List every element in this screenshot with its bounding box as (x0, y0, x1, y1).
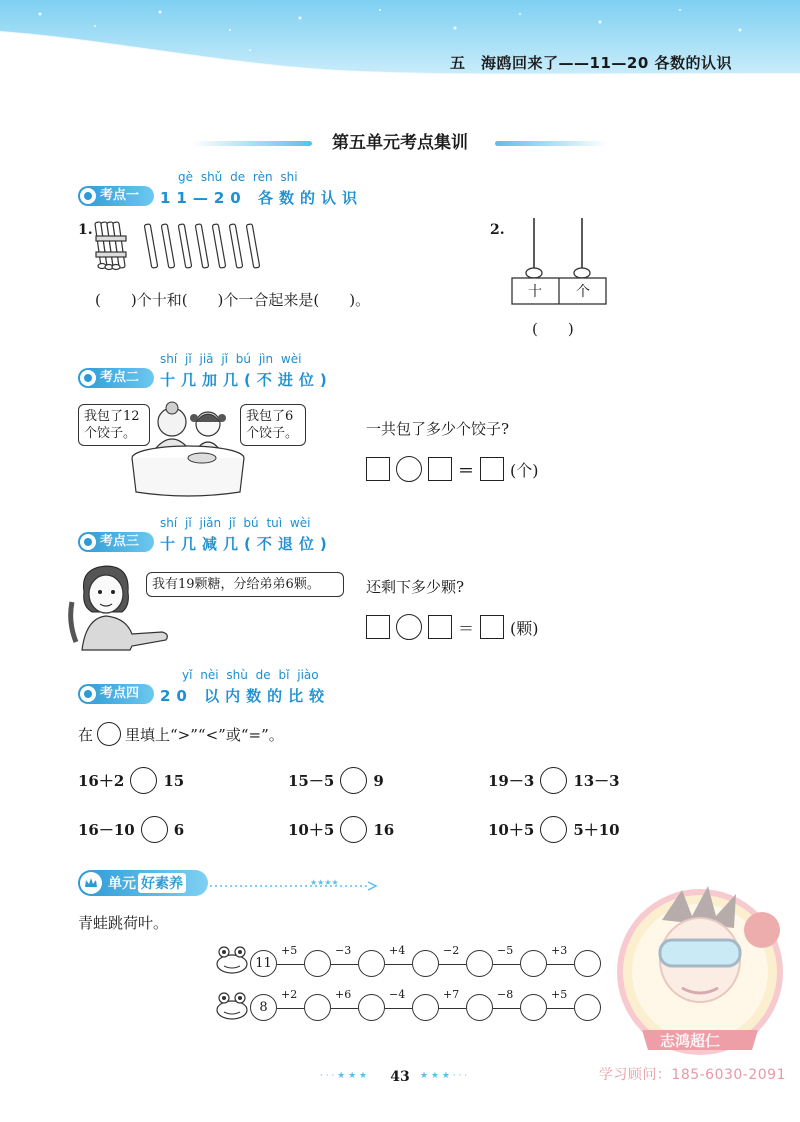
compare-item: 15－5 9 (288, 767, 384, 794)
badge-dot-icon (80, 188, 96, 204)
unit-label: (个) (510, 460, 539, 480)
compare-item: 10＋5 16 (288, 816, 394, 843)
section-1-title: 11—20 各数的认识 (160, 189, 363, 207)
good-quality-badge: 单元 好素养 (78, 870, 208, 896)
watermark-badge-text: 志鸿超仁 (660, 1032, 721, 1050)
compare-circle[interactable] (340, 767, 367, 794)
compare-item: 10＋5 5＋10 (488, 816, 620, 843)
section-2-title: 十几加几(不进位) (160, 371, 333, 389)
lily-pad-blank[interactable] (304, 950, 331, 977)
frog-jump-row-1: 11 +5 −3 +4 −2 −5 +3 (250, 950, 610, 980)
lily-pad-blank[interactable] (304, 994, 331, 1021)
svg-text:★★★★: ★★★★ (310, 878, 339, 887)
dotted-arrow-decor (210, 878, 380, 892)
section-4-badge: 考点四 (78, 684, 154, 704)
unit-title: 第五单元考点集训 (332, 133, 468, 153)
q1-number: 1. (78, 222, 93, 238)
q1-fill-text: ( )个十和( )个一合起来是( )。 (95, 291, 371, 309)
section-3-pinyin: shí jǐ jiǎn jǐ bú tuì wèi (160, 516, 311, 530)
header-title: 五 海鸥回来了——11—20 各数的认识 (450, 54, 732, 72)
lily-pad-blank[interactable] (358, 950, 385, 977)
speech-bubble-boy: 我有19颗糖，分给弟弟6颗。 (146, 572, 344, 597)
lily-pad-blank[interactable] (358, 994, 385, 1021)
section-4-title: 20 以内数的比较 (160, 687, 331, 705)
answer-box[interactable] (366, 457, 390, 481)
equals-sign: ＝ (458, 460, 475, 480)
unit-label: (颗) (510, 618, 539, 638)
abacus-icon (508, 218, 612, 308)
page-number: 43 (390, 1069, 410, 1085)
sec3-equation (366, 614, 539, 640)
section-4-pinyin: yǐ nèi shù de bǐ jiào (182, 668, 319, 682)
answer-box[interactable] (480, 457, 504, 481)
lily-pad-blank[interactable] (466, 950, 493, 977)
compare-circle[interactable] (540, 767, 567, 794)
compare-circle[interactable] (340, 816, 367, 843)
sticks-bundle-icon (92, 218, 264, 274)
section-2-badge: 考点二 (78, 368, 154, 388)
sample-circle-icon (97, 722, 121, 746)
abacus-label-tens: 十 (528, 284, 542, 300)
compare-circle[interactable] (141, 816, 168, 843)
compare-item: 19－3 13－3 (488, 767, 620, 794)
lily-pad-start: 8 (250, 994, 277, 1021)
lily-pad-blank[interactable] (412, 994, 439, 1021)
answer-box[interactable] (428, 615, 452, 639)
abacus-label-ones: 个 (576, 284, 590, 300)
badge-dot-icon (80, 534, 96, 550)
answer-box[interactable] (480, 615, 504, 639)
footer-stars-left: · · · ★ ★ ★ (320, 1071, 368, 1081)
lily-pad-blank[interactable] (412, 950, 439, 977)
sec2-equation (366, 456, 539, 482)
compare-circle[interactable] (130, 767, 157, 794)
frog-icon (212, 942, 252, 976)
compare-item: 16＋2 15 (78, 767, 184, 794)
section-3-title: 十几减几(不退位) (160, 535, 333, 553)
watermark-contact: 学习顾问：185-6030-2091 (598, 1067, 786, 1083)
lily-pad-blank[interactable] (466, 994, 493, 1021)
frog-jump-row-2: 8 +2 +6 −4 +7 −8 +5 (250, 994, 610, 1024)
answer-box[interactable] (366, 615, 390, 639)
q2-answer-blank[interactable]: ( ) (532, 320, 574, 338)
crown-icon (80, 872, 102, 894)
sec4-instruction: 在 里填上“>”“<”或“=”。 (78, 722, 284, 746)
section-1-pinyin: gè shǔ de rèn shi (178, 170, 298, 184)
lily-pad-blank[interactable] (574, 950, 601, 977)
section-1-badge: 考点一 (78, 186, 154, 206)
lily-pad-blank[interactable] (520, 950, 547, 977)
dumpling-table-illustration (128, 400, 248, 500)
speech-bubble-girl: 我包了6个饺子。 (240, 404, 306, 446)
lily-pad-blank[interactable] (520, 994, 547, 1021)
equals-sign: ＝ (458, 618, 475, 638)
compare-item: 16－10 6 (78, 816, 184, 843)
sec3-question: 还剩下多少颗? (366, 578, 465, 596)
section-3-badge: 考点三 (78, 532, 154, 552)
operator-circle[interactable] (396, 614, 422, 640)
sec2-question: 一共包了多少个饺子? (366, 420, 510, 438)
badge-dot-icon (80, 686, 96, 702)
footer-stars-right: ★ ★ ★ · · · (420, 1071, 468, 1081)
compare-circle[interactable] (540, 816, 567, 843)
lily-pad-start: 11 (250, 950, 277, 977)
good-quality-prompt: 青蛙跳荷叶。 (78, 914, 169, 932)
lily-pad-blank[interactable] (574, 994, 601, 1021)
speech-bubble-grandma: 我包了12个饺子。 (78, 404, 150, 446)
section-2-pinyin: shí jǐ jiā jǐ bú jìn wèi (160, 352, 302, 366)
answer-box[interactable] (428, 457, 452, 481)
q2-number: 2. (490, 222, 505, 238)
frog-icon (212, 988, 252, 1022)
badge-dot-icon (80, 370, 96, 386)
operator-circle[interactable] (396, 456, 422, 482)
